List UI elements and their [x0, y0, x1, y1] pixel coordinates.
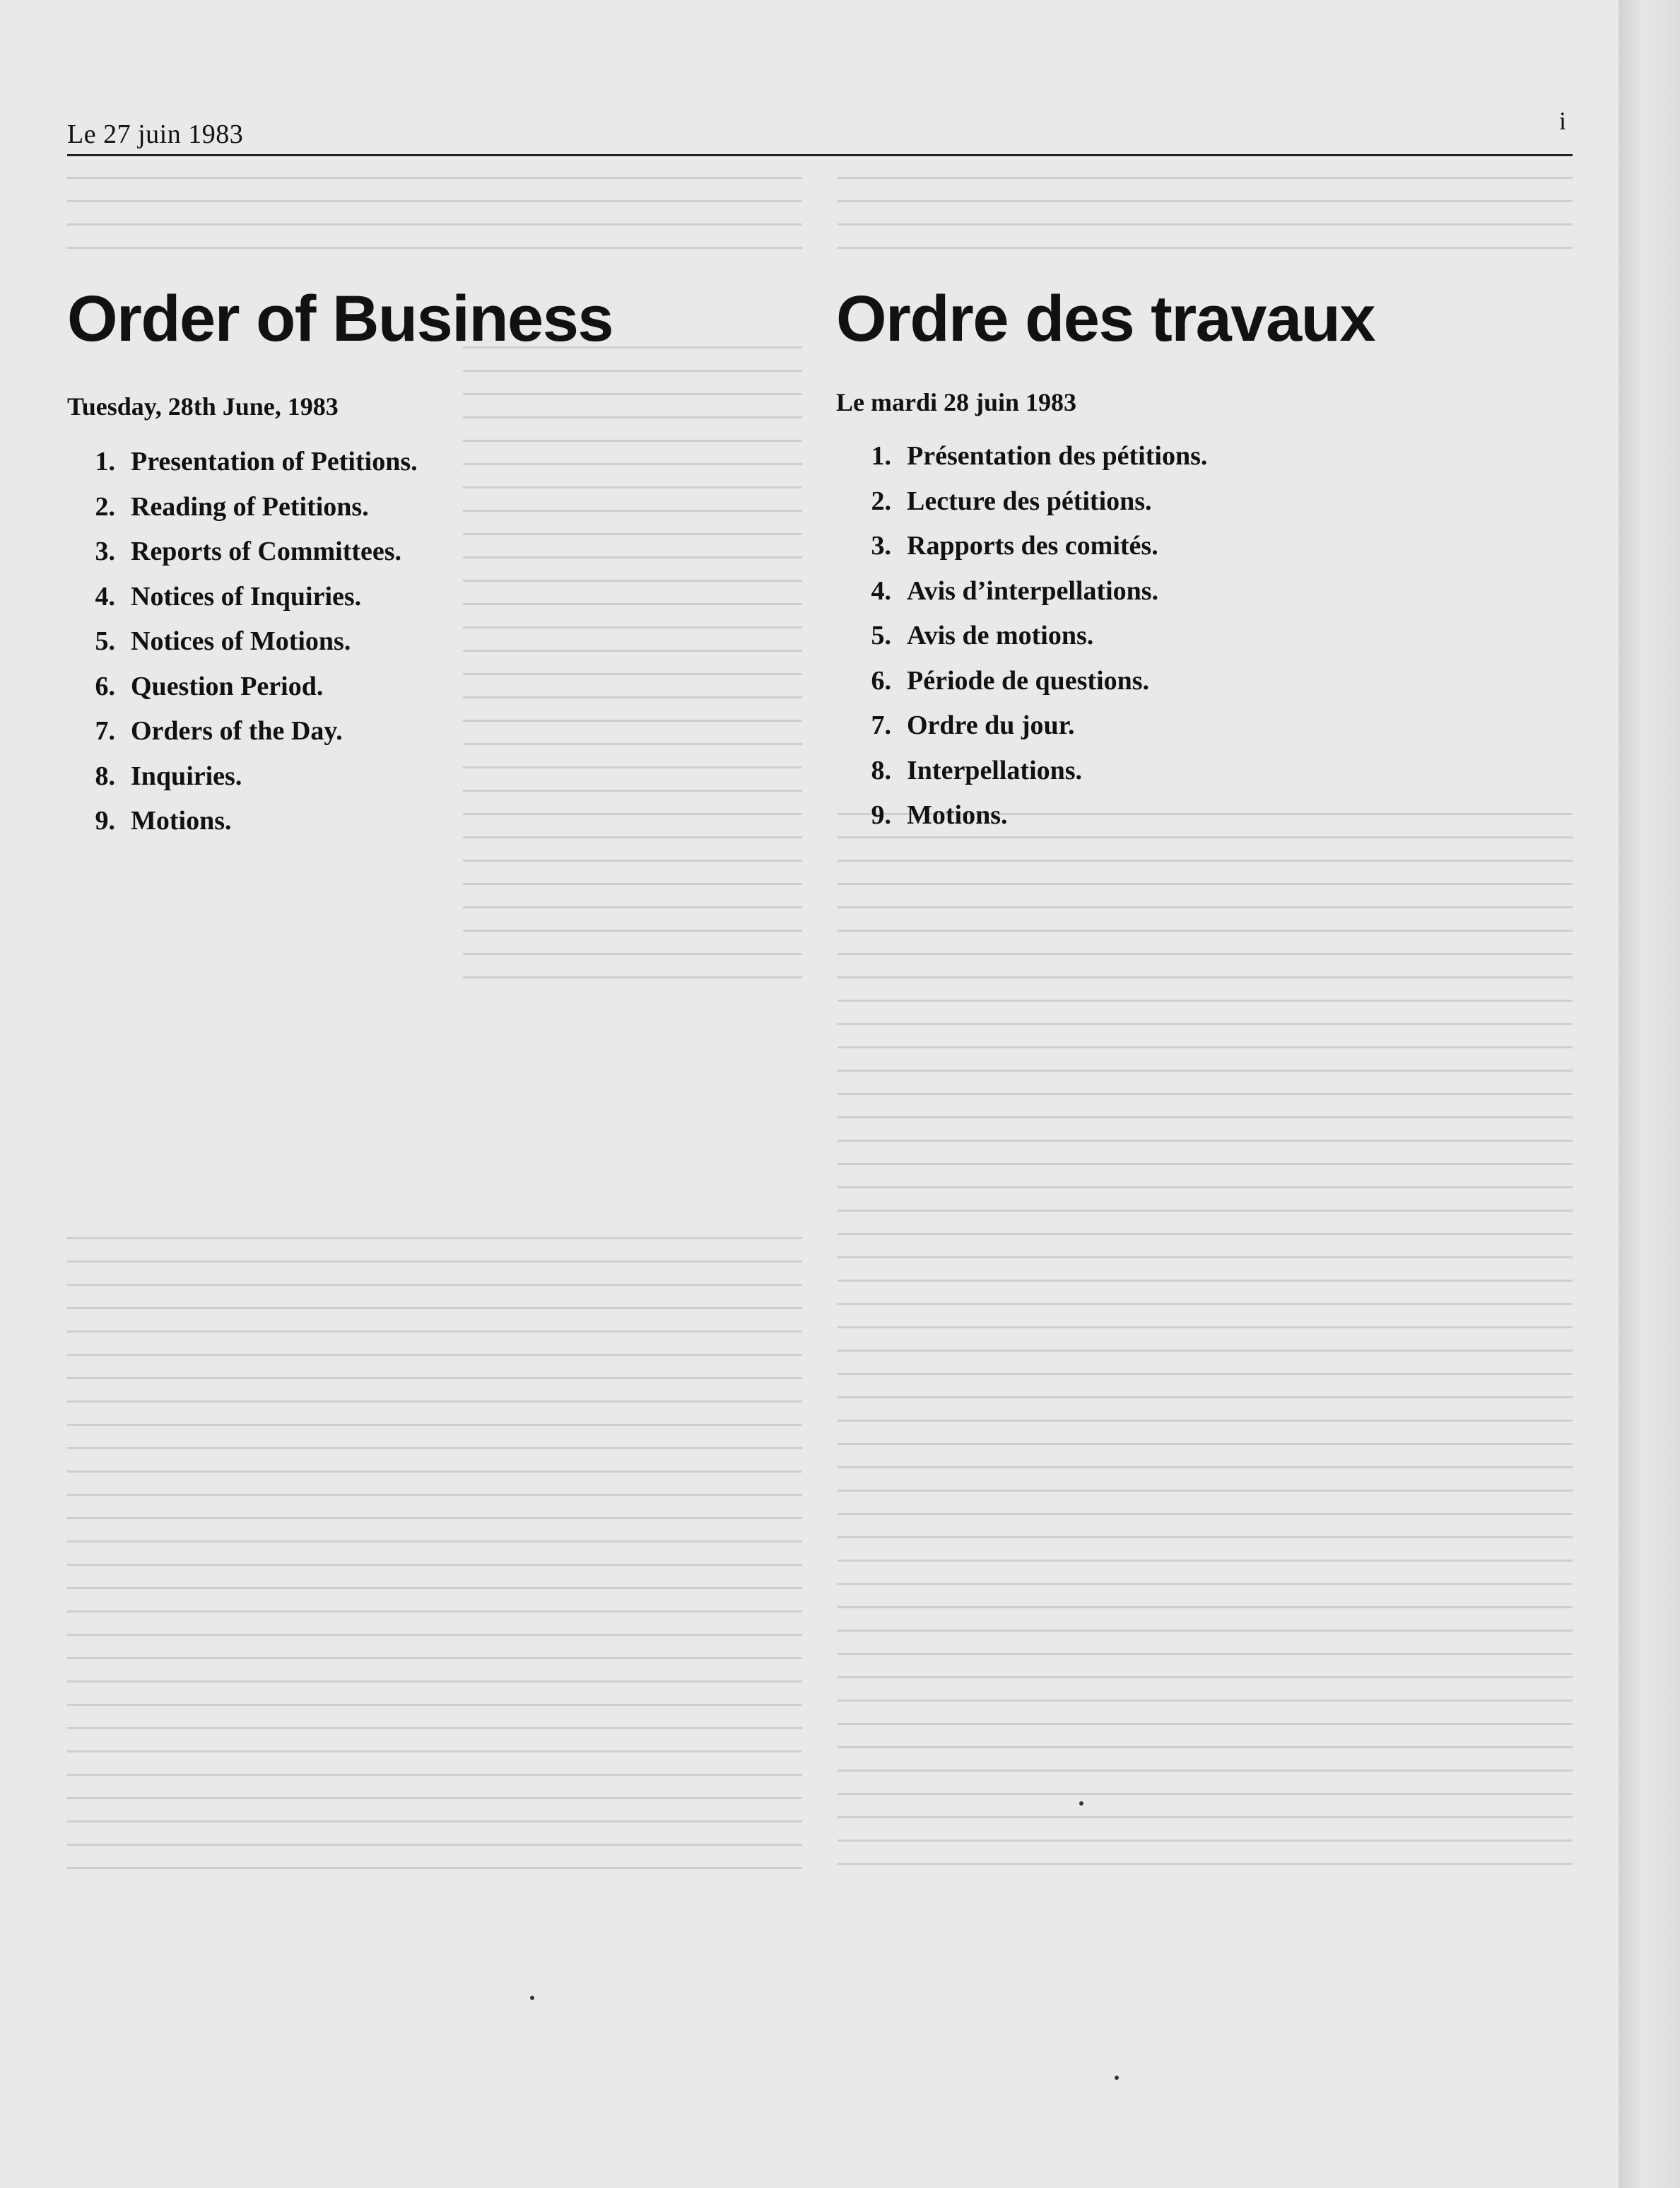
list-item	[836, 524, 1571, 569]
list-item	[836, 793, 1571, 838]
list-item	[836, 479, 1571, 525]
item-label: Présentation des pétitions.	[907, 441, 1208, 471]
item-number: 1.	[871, 441, 891, 471]
page-number: i	[1559, 107, 1567, 135]
list-item	[67, 575, 802, 620]
item-label: Motions.	[907, 800, 1008, 830]
item-label: Question Period.	[131, 671, 324, 701]
header-date: Le 27 juin 1983	[67, 119, 244, 149]
list-item	[836, 749, 1571, 794]
item-label: Avis de motions.	[907, 621, 1094, 650]
list-item	[836, 434, 1571, 479]
list-item	[836, 703, 1571, 749]
english-date: Tuesday, 28th June, 1983	[67, 392, 339, 421]
print-speck	[1115, 2076, 1119, 2080]
french-column	[836, 283, 1571, 838]
item-label: Reports of Committees.	[131, 537, 402, 566]
french-title: Ordre des travaux	[836, 283, 1375, 355]
list-item	[67, 440, 802, 485]
list-item	[67, 709, 802, 754]
item-number: 8.	[871, 755, 891, 785]
item-label: Notices of Inquiries.	[131, 581, 362, 612]
item-label: Rapports des comités.	[907, 531, 1158, 561]
item-label: Orders of the Day.	[131, 716, 343, 746]
french-order-list	[836, 434, 1571, 838]
item-number: 9.	[871, 800, 891, 830]
item-number: 6.	[95, 671, 115, 701]
english-order-list	[67, 440, 802, 844]
list-item	[67, 754, 802, 800]
item-number: 2.	[95, 491, 115, 522]
item-number: 7.	[871, 710, 891, 740]
item-label: Interpellations.	[907, 755, 1083, 785]
page-edge-shadow	[1619, 0, 1680, 2188]
item-number: 6.	[871, 665, 891, 696]
item-number: 5.	[95, 626, 115, 656]
list-item	[67, 485, 802, 530]
item-number: 3.	[871, 531, 891, 561]
print-speck	[530, 1996, 534, 2000]
french-date: Le mardi 28 juin 1983	[836, 388, 1077, 416]
item-number: 2.	[871, 486, 891, 516]
item-number: 9.	[95, 806, 115, 836]
english-column	[67, 283, 802, 844]
item-number: 1.	[95, 447, 115, 476]
list-item	[67, 799, 802, 844]
header-rule	[67, 154, 1573, 156]
list-item	[836, 614, 1571, 659]
item-label: Inquiries.	[131, 761, 242, 791]
item-number: 3.	[95, 537, 115, 566]
item-number: 7.	[95, 716, 115, 746]
list-item	[836, 659, 1571, 704]
english-title: Order of Business	[67, 283, 613, 355]
list-item	[836, 569, 1571, 614]
item-label: Période de questions.	[907, 665, 1150, 696]
item-number: 4.	[95, 581, 115, 612]
item-label: Motions.	[131, 806, 232, 836]
list-item	[67, 619, 802, 665]
item-label: Reading of Petitions.	[131, 491, 369, 522]
item-number: 5.	[871, 621, 891, 650]
item-label: Lecture des pétitions.	[907, 486, 1152, 516]
item-label: Notices of Motions.	[131, 626, 351, 656]
list-item	[67, 665, 802, 710]
list-item	[67, 530, 802, 575]
item-label: Presentation of Petitions.	[131, 447, 418, 476]
item-number: 8.	[95, 761, 115, 791]
print-speck	[1079, 1801, 1083, 1806]
item-number: 4.	[871, 575, 891, 606]
item-label: Avis d’interpellations.	[907, 575, 1159, 606]
item-label: Ordre du jour.	[907, 710, 1075, 740]
